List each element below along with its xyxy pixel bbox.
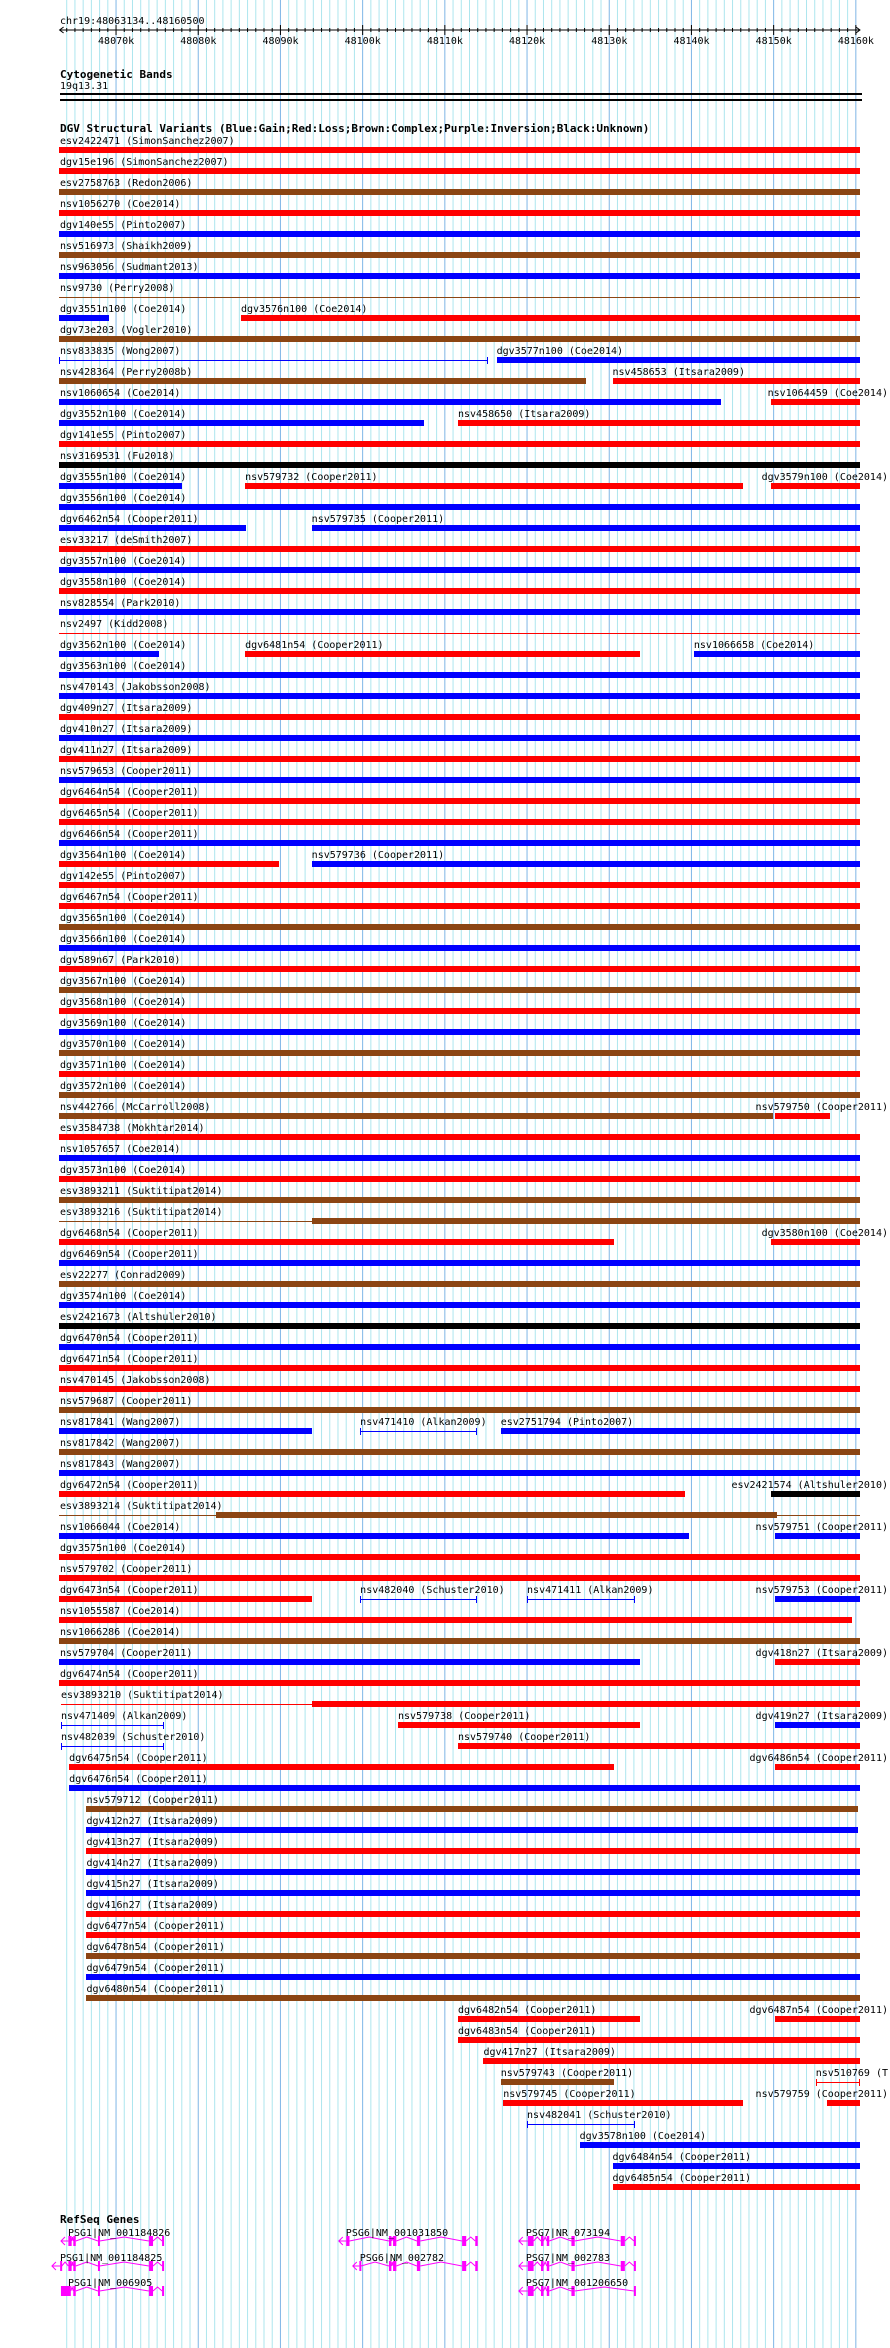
variant-label[interactable]: dgv409n27 (Itsara2009) [60,703,193,714]
variant-label[interactable]: nsv579687 (Cooper2011) [60,1396,193,1407]
variant-label[interactable]: nsv579745 (Cooper2011) [503,2089,636,2100]
variant-label[interactable]: dgv410n27 (Itsara2009) [60,724,193,735]
variant-label[interactable]: nsv3169531 (Fu2018) [60,451,175,462]
variant-label[interactable]: dgv411n27 (Itsara2009) [60,745,193,756]
variant-label[interactable]: dgv3580n100 (Coe2014) [761,1228,888,1239]
variant-label[interactable]: dgv3556n100 (Coe2014) [60,493,187,504]
variant-label[interactable]: dgv140e55 (Pinto2007) [60,220,187,231]
variant-label[interactable]: dgv413n27 (Itsara2009) [86,1837,219,1848]
gene-label[interactable]: PSG6|NM_001031850 [345,2228,449,2239]
variant-label[interactable]: nsv579712 (Cooper2011) [86,1795,219,1806]
variant-label[interactable]: esv3584738 (Mokhtar2014) [60,1123,205,1134]
variant-label[interactable]: dgv6482n54 (Cooper2011) [457,2005,597,2016]
variant-label[interactable]: nsv579753 (Cooper2011) [755,1585,888,1596]
variant-label[interactable]: esv2751794 (Pinto2007) [500,1417,634,1428]
gene-exon [475,2261,477,2271]
variant-label[interactable]: nsv1056270 (Coe2014) [60,199,181,210]
gene-label[interactable]: PSG6|NM_002782 [359,2253,445,2264]
variant-label[interactable]: dgv417n27 (Itsara2009) [483,2047,616,2058]
variant-label[interactable]: dgv6475n54 (Cooper2011) [69,1753,208,1764]
variant-label[interactable]: dgv6470n54 (Cooper2011) [60,1333,199,1344]
variant-label[interactable]: dgv6477n54 (Cooper2011) [86,1921,225,1932]
variant-label[interactable]: nsv1055587 (Coe2014) [60,1606,181,1617]
variant-label[interactable]: dgv15e196 (SimonSanchez2007) [60,157,229,168]
variant-label[interactable]: dgv6479n54 (Cooper2011) [86,1963,225,1974]
gene-exon [621,2261,625,2271]
variant-label[interactable]: dgv416n27 (Itsara2009) [86,1900,219,1911]
variant-label[interactable]: dgv3562n100 (Coe2014) [60,640,187,651]
variant-label[interactable]: dgv3574n100 (Coe2014) [60,1291,187,1302]
variant-label[interactable]: dgv6472n54 (Cooper2011) [60,1480,199,1491]
variant-label[interactable]: dgv3567n100 (Coe2014) [60,976,187,987]
variant-label[interactable]: dgv6474n54 (Cooper2011) [60,1669,199,1680]
variant-label[interactable]: nsv579750 (Cooper2011) [755,1102,888,1113]
dgv-track-title[interactable]: DGV Structural Variants (Blue:Gain;Red:Loss;Brown:Complex;Purple:Inversion;Black:Unknown) [60,122,650,135]
gene-label[interactable]: PSG1|NM_001184825 [60,2253,163,2264]
gene-label[interactable]: PSG7|NM_001206650 [525,2278,629,2289]
cytoband-label: 19q13.31 [60,81,109,92]
ruler-tick-label: 48070k [98,36,135,47]
ruler-tick-label: 48120k [509,36,546,47]
gene-label[interactable]: PSG7|NM_002783 [525,2253,611,2264]
gene-exon [634,2261,636,2271]
variant-label[interactable]: nsv828554 (Park2010) [60,598,181,609]
gene-exon [162,2261,164,2271]
variant-label[interactable]: nsv833835 (Wong2007) [60,346,181,357]
variant-label[interactable]: esv33217 (deSmith2007) [60,535,193,546]
variant-label[interactable]: dgv415n27 (Itsara2009) [86,1879,219,1890]
variant-label[interactable]: esv3893216 (Suktitipat2014) [60,1207,223,1218]
refseq-track-title[interactable]: RefSeq Genes [60,2213,140,2226]
ruler-tick-label: 48110k [426,36,463,47]
variant-label[interactable]: dgv6464n54 (Cooper2011) [60,787,199,798]
variant-label[interactable]: nsv1066044 (Coe2014) [60,1522,181,1533]
variant-label[interactable]: nsv510769 (T [815,2068,888,2079]
variant-label[interactable]: dgv3578n100 (Coe2014) [579,2131,707,2142]
gene-exon [162,2286,164,2296]
variant-label[interactable]: dgv6485n54 (Cooper2011) [612,2173,751,2184]
variant-label[interactable]: nsv963056 (Sudmant2013) [60,262,199,273]
variant-label[interactable]: nsv1057657 (Coe2014) [60,1144,181,1155]
variant-label[interactable]: nsv9730 (Perry2008) [60,283,175,294]
variant-label[interactable]: nsv579732 (Cooper2011) [245,472,378,483]
variant-label[interactable]: esv22277 (Conrad2009) [60,1270,187,1281]
variant-label[interactable]: dgv419n27 (Itsara2009) [755,1711,888,1722]
variant-label[interactable]: dgv3571n100 (Coe2014) [60,1060,187,1071]
variant-label[interactable]: nsv579736 (Cooper2011) [311,850,445,861]
variant-label[interactable]: dgv6487n54 (Cooper2011) [749,2005,888,2016]
ruler-tick-label: 48160k [837,36,874,47]
variant-label[interactable]: dgv6483n54 (Cooper2011) [457,2026,597,2037]
variant-label[interactable]: nsv470145 (Jakobsson2008) [60,1375,211,1386]
variant-label[interactable]: nsv817842 (Wang2007) [60,1438,181,1449]
variant-label[interactable]: dgv6484n54 (Cooper2011) [612,2152,751,2163]
variant-label[interactable]: dgv6476n54 (Cooper2011) [69,1774,208,1785]
variant-label[interactable]: dgv3576n100 (Coe2014) [240,304,368,315]
variant-label[interactable]: dgv3551n100 (Coe2014) [60,304,187,315]
variant-label[interactable]: dgv3579n100 (Coe2014) [761,472,888,483]
ruler-location: chr19:48063134..48160500 [60,16,205,27]
variant-label[interactable]: nsv2497 (Kidd2008) [60,619,169,630]
gene-exon [634,2286,636,2296]
gene-label[interactable]: PSG7|NR_073194 [525,2228,611,2239]
variant-label[interactable]: dgv3572n100 (Coe2014) [60,1081,187,1092]
variant-label[interactable]: dgv6469n54 (Cooper2011) [60,1249,199,1260]
variant-label[interactable]: nsv470143 (Jakobsson2008) [60,682,211,693]
variant-label[interactable]: nsv1066286 (Coe2014) [60,1627,181,1638]
variant-label[interactable]: dgv6465n54 (Cooper2011) [60,808,199,819]
variant-label[interactable]: nsv579738 (Cooper2011) [397,1711,531,1722]
gene-exon [634,2236,636,2246]
variant-label[interactable]: dgv6480n54 (Cooper2011) [86,1984,225,1995]
variant-label[interactable]: dgv3564n100 (Coe2014) [60,850,187,861]
variant-label[interactable]: nsv579759 (Cooper2011) [755,2089,888,2100]
gene-exon [462,2261,466,2271]
variant-label[interactable]: nsv817841 (Wang2007) [60,1417,181,1428]
variant-label[interactable]: dgv589n67 (Park2010) [60,955,181,966]
variant-label[interactable]: dgv3555n100 (Coe2014) [60,472,187,483]
variant-label[interactable]: esv3893210 (Suktitipat2014) [60,1690,224,1701]
gene-label[interactable]: PSG1|NM_006905 [67,2278,153,2289]
variant-label[interactable]: dgv6466n54 (Cooper2011) [60,829,199,840]
variant-label[interactable]: nsv817843 (Wang2007) [60,1459,181,1470]
variant-label[interactable]: nsv442766 (McCarroll2008) [60,1102,211,1113]
variant-label[interactable]: dgv6471n54 (Cooper2011) [60,1354,199,1365]
variant-label[interactable]: dgv3569n100 (Coe2014) [60,1018,187,1029]
ruler-tick-label: 48080k [180,36,217,47]
variant-label[interactable]: nsv458650 (Itsara2009) [457,409,591,420]
ruler-tick-label: 48140k [673,36,710,47]
variant-label[interactable]: dgv73e203 (Vogler2010) [60,325,193,336]
ruler-tick-label: 48090k [262,36,299,47]
variant-label[interactable]: nsv579740 (Cooper2011) [457,1732,591,1743]
ruler-tick-label: 48150k [755,36,792,47]
gene-exon [475,2236,477,2246]
variant-label[interactable]: esv3893214 (Suktitipat2014) [60,1501,223,1512]
gene-exon [462,2236,466,2246]
variant-label[interactable]: dgv3557n100 (Coe2014) [60,556,187,567]
variant-label[interactable]: dgv3568n100 (Coe2014) [60,997,187,1008]
variant-label[interactable]: nsv458653 (Itsara2009) [612,367,745,378]
ruler-tick-label: 48100k [344,36,381,47]
variant-label[interactable]: dgv418n27 (Itsara2009) [755,1648,888,1659]
variant-label[interactable]: dgv3563n100 (Coe2014) [60,661,187,672]
variant-label[interactable]: nsv428364 (Perry2008b) [60,367,193,378]
gene-label[interactable]: PSG1|NM_001184826 [67,2228,171,2239]
variant-label[interactable]: dgv3566n100 (Coe2014) [60,934,187,945]
variant-label[interactable]: dgv6467n54 (Cooper2011) [60,892,199,903]
variant-label[interactable]: dgv142e55 (Pinto2007) [60,871,187,882]
variant-label[interactable]: nsv482039 (Schuster2010) [60,1732,206,1743]
variant-label[interactable]: esv2758763 (Redon2006) [60,178,193,189]
variant-label[interactable]: nsv579735 (Cooper2011) [311,514,445,525]
variant-label[interactable]: dgv3577n100 (Coe2014) [496,346,624,357]
variant-label[interactable]: dgv414n27 (Itsara2009) [86,1858,219,1869]
ruler-tick-label: 48130k [591,36,628,47]
variant-label[interactable]: esv2422471 (SimonSanchez2007) [60,136,235,147]
variant-label[interactable]: dgv412n27 (Itsara2009) [86,1816,219,1827]
variant-label[interactable]: nsv579751 (Cooper2011) [755,1522,888,1533]
variant-label[interactable]: dgv141e55 (Pinto2007) [60,430,187,441]
variant-label[interactable]: dgv6473n54 (Cooper2011) [60,1585,199,1596]
variant-label[interactable]: nsv482040 (Schuster2010) [360,1585,505,1596]
variant-label[interactable]: nsv579702 (Cooper2011) [60,1564,193,1575]
gene-exon [621,2236,625,2246]
variant-label[interactable]: dgv3552n100 (Coe2014) [60,409,187,420]
variant-label[interactable]: nsv471411 (Alkan2009) [527,1585,654,1596]
variant-label[interactable]: nsv579704 (Cooper2011) [60,1648,193,1659]
variant-label[interactable]: dgv6481n54 (Cooper2011) [245,640,384,651]
variant-label[interactable]: nsv1060654 (Coe2014) [60,388,181,399]
variant-label[interactable]: dgv3570n100 (Coe2014) [60,1039,187,1050]
variant-label[interactable]: nsv579743 (Cooper2011) [500,2068,634,2079]
variant-label[interactable]: dgv3558n100 (Coe2014) [60,577,187,588]
variant-label[interactable]: esv3893211 (Suktitipat2014) [60,1186,223,1197]
variant-label[interactable]: nsv471410 (Alkan2009) [360,1417,487,1428]
variant-label[interactable]: dgv6462n54 (Cooper2011) [60,514,199,525]
variant-label[interactable]: dgv3575n100 (Coe2014) [60,1543,187,1554]
variant-label[interactable]: nsv471409 (Alkan2009) [60,1711,188,1722]
variant-label[interactable]: dgv3573n100 (Coe2014) [60,1165,187,1176]
variant-label[interactable]: dgv6486n54 (Cooper2011) [749,1753,888,1764]
variant-label[interactable]: dgv6468n54 (Cooper2011) [60,1228,199,1239]
variant-label[interactable]: esv2421673 (Altshuler2010) [60,1312,217,1323]
cytoband-track-title[interactable]: Cytogenetic Bands [60,68,173,81]
variant-label[interactable]: dgv6478n54 (Cooper2011) [86,1942,225,1953]
variant-label[interactable]: nsv1066658 (Coe2014) [693,640,815,651]
variant-label[interactable]: nsv1064459 (Coe2014) [767,388,888,399]
variant-label[interactable]: esv2421574 (Altshuler2010) [731,1480,888,1491]
variant-label[interactable]: nsv579653 (Cooper2011) [60,766,193,777]
variant-label[interactable]: nsv482041 (Schuster2010) [527,2110,672,2121]
variant-label[interactable]: nsv516973 (Shaikh2009) [60,241,193,252]
variant-label[interactable]: dgv3565n100 (Coe2014) [60,913,187,924]
